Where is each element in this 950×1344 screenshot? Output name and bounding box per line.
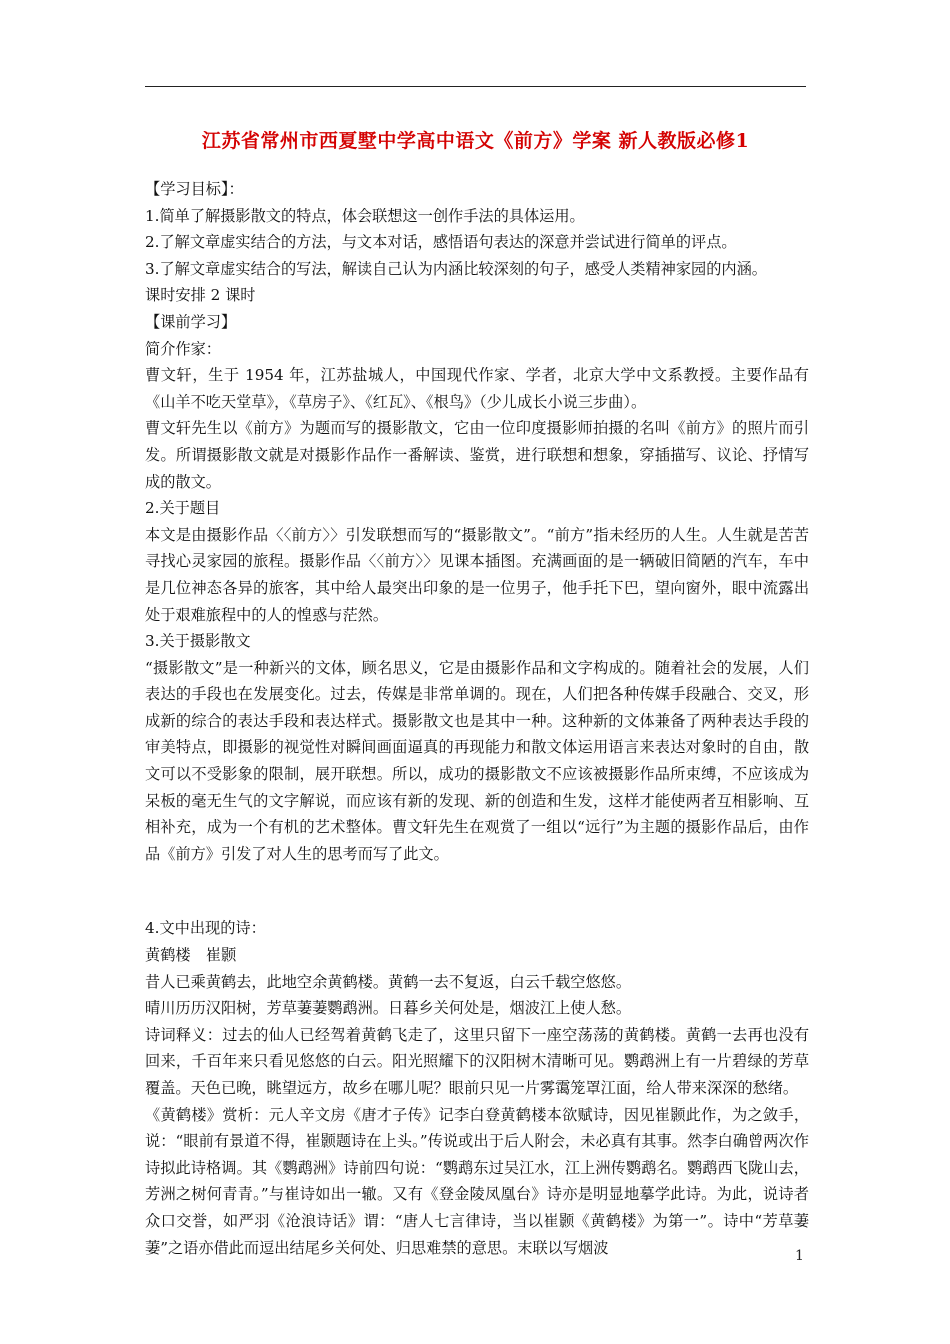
paragraph: 本文是由摄影作品〈〈前方〉〉引发联想而写的“摄影散文”。“前方”指未经历的人生。人生就是苦苦寻找心灵家园的旅程。摄影作品〈〈前方〉〉见课本插图。充满画面的是一辆破旧简陋的汽车，车中是几位神态各异的旅客，其中给人最突出印象的是一位男子，他手托下巴，望向窗外，眼中流露出处于艰难旅程中的人的惶惑与茫然。 bbox=[145, 525, 809, 624]
paragraph: 【学习目标】： bbox=[145, 180, 244, 198]
paragraph: 2.关于题目 bbox=[145, 499, 221, 518]
paragraph: 曹文轩先生以《前方》为题而写的摄影散文，它由一位印度摄影师拍摄的名叫《前方》的照片而引发。所谓摄影散文就是对摄影作品作一番解读、鉴赏，进行联想和想象，穿插描写、议论、抒情写成的散文。 bbox=[145, 419, 809, 491]
paragraph: 曹文轩，生于 1954 年，江苏盐城人，中国现代作家、学者，北京大学中文系教授。主要作品有《山羊不吃天堂草》，《草房子》、《红瓦》、《根鸟》（少儿成长小说三步曲）。 bbox=[145, 366, 809, 411]
paragraph: 4.文中出现的诗： bbox=[145, 919, 266, 938]
header-rule bbox=[145, 86, 806, 87]
paragraph: 【课前学习】 bbox=[145, 312, 237, 331]
paragraph: 课时安排 2 课时 bbox=[145, 286, 256, 305]
paragraph: 诗词释义：过去的仙人已经驾着黄鹤飞走了，这里只留下一座空荡荡的黄鹤楼。黄鹤一去再也没有回来，千百年来只看见悠悠的白云。阳光照耀下的汉阳树木清晰可见。鹦鹉洲上有一片碧绿的芳草覆盖。天色已晚，眺望远方，故乡在哪儿呢？眼前只见一片雾霭笼罩江面，给人带来深深的愁绪。 bbox=[145, 1025, 809, 1097]
document-title: 江苏省常州市西夏墅中学高中语文《前方》学案 新人教版必修1 bbox=[201, 130, 750, 152]
paragraph: 黄鹤楼 崔颢 bbox=[145, 946, 237, 965]
paragraph: 3.了解文章虚实结合的写法，解读自己认为内涵比较深刻的句子，感受人类精神家园的内涵。 bbox=[145, 259, 767, 278]
paragraph: “摄影散文”是一种新兴的文体，顾名思义，它是由摄影作品和文字构成的。随着社会的发展，人们表达的手段也在发展变化。过去，传媒是非常单调的。现在，人们把各种传媒手段融合、交叉，形成新的综合的表达手段和表达样式。摄影散文也是其中一种。这种新的文体兼备了两种表达手段的审美特点，即摄影的视觉性对瞬间画面逼真的再现能力和散文体运用语言来表达对象时的自由，散文可以不受影象的限制，展开联想。所以，成功的摄影散文不应该被摄影作品所束缚，不应该成为呆板的毫无生气的文字解说，而应该有新的发现、新的创造和生发，这样才能使两者互相影响、互相补充，成为一个有机的艺术整体。曹文轩先生在观赏了一组以“远行”为主题的摄影作品后，由作品《前方》引发了对人生的思考而写了此文。 bbox=[145, 658, 809, 863]
paragraph: 晴川历历汉阳树，芳草萋萋鹦鹉洲。日暮乡关何处是，烟波江上使人愁。 bbox=[145, 999, 631, 1018]
paragraph: 2.了解文章虚实结合的方法，与文本对话，感悟语句表达的深意并尝试进行简单的评点。 bbox=[145, 233, 737, 252]
paragraph: 《黄鹤楼》赏析：元人辛文房《唐才子传》记李白登黄鹤楼本欲赋诗，因见崔颢此作，为之敛手，说：“眼前有景道不得，崔颢题诗在上头。”传说或出于后人附会，未必真有其事。然李白确曾两次作诗拟此诗格调。其《鹦鹉洲》诗前四句说：“鹦鹉东过吴江水，江上洲传鹦鹉名。鹦鹉西飞陇山去，芳洲之树何青青。”与崔诗如出一辙。又有《登金陵凤凰台》诗亦是明显地摹学此诗。为此，说诗者众口交誉，如严羽《沧浪诗话》谓：“唐人七言律诗，当以崔颢《黄鹤楼》为第一”。诗中“芳草萋萋”之语亦借此而逗出结尾乡关何处、归思难禁的意思。末联以写烟波 bbox=[145, 1105, 809, 1257]
paragraph: 1.简单了解摄影散文的特点，体会联想这一创作手法的具体运用。 bbox=[145, 206, 585, 225]
paragraph: 3.关于摄影散文 bbox=[145, 632, 251, 651]
paragraph: 简介作家： bbox=[145, 339, 221, 358]
section-gap bbox=[145, 867, 809, 915]
paragraph: 昔人已乘黄鹤去，此地空余黄鹤楼。黄鹤一去不复返，白云千载空悠悠。 bbox=[145, 972, 631, 991]
page-number: 1 bbox=[795, 1248, 804, 1264]
document-body bbox=[145, 176, 809, 1261]
